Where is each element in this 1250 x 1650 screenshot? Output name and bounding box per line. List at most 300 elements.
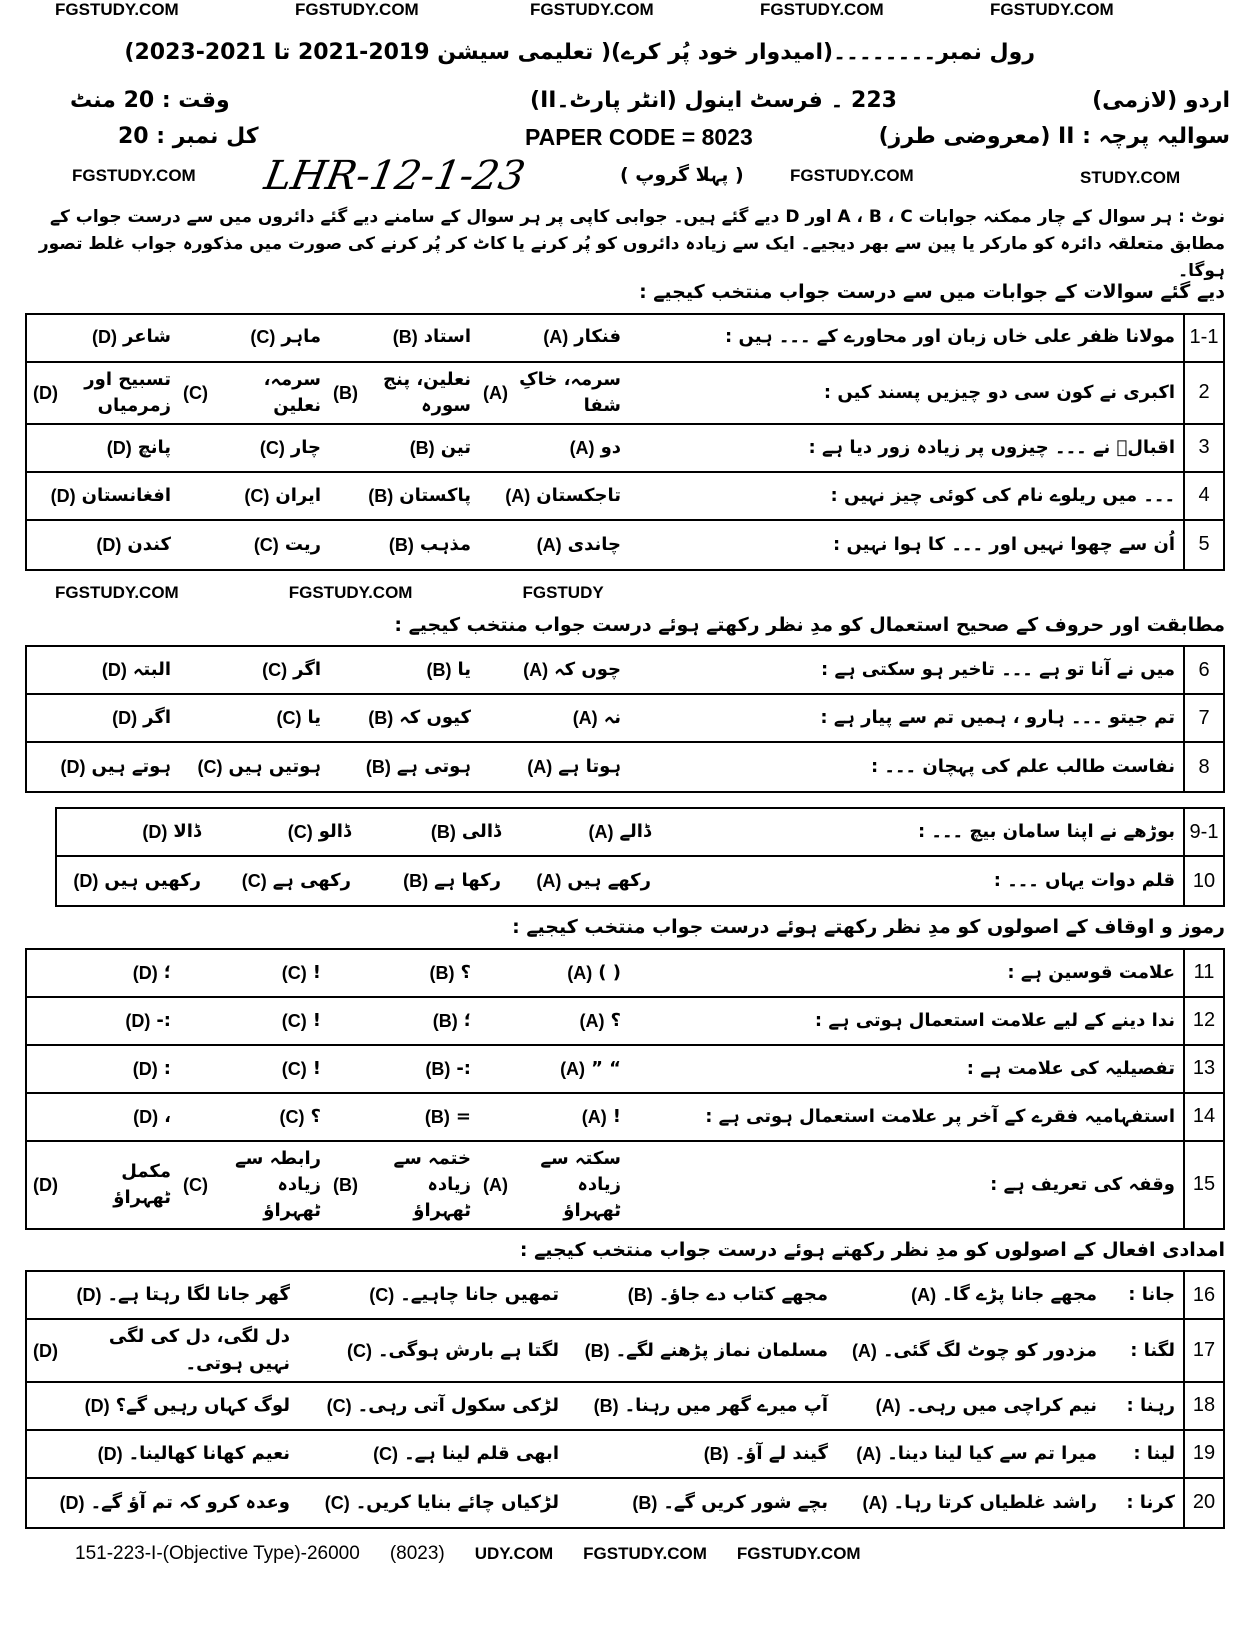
question-number: 7 xyxy=(1183,695,1223,741)
option-text: رکھی ہے xyxy=(272,870,351,892)
group: ( پہلا گروپ ) xyxy=(620,164,744,186)
option-a xyxy=(834,1320,1103,1380)
option-text: ؛ xyxy=(463,1009,471,1031)
option-text: دو xyxy=(600,436,621,458)
option-label: (C) xyxy=(369,1285,395,1306)
option-text: رابطہ سے زیادہ ٹھہراؤ xyxy=(235,1147,321,1221)
option-a xyxy=(834,1272,1103,1318)
option-d xyxy=(27,363,177,423)
option-c xyxy=(296,1431,565,1477)
option-d xyxy=(27,1142,177,1228)
option-c xyxy=(207,809,357,855)
option-d xyxy=(27,743,177,791)
option-text: ایران xyxy=(275,484,321,506)
option-text: چار xyxy=(290,436,321,458)
option-text: نعلین، پنج سورہ xyxy=(383,368,471,416)
option-label: (C) xyxy=(281,1058,307,1079)
option-text: تسبیح اور زمرمیاں xyxy=(84,368,171,416)
question-number: 16 xyxy=(1183,1272,1223,1318)
section-title: رموز و اوقاف کے اصولوں کو مدِ نظر رکھتے ہوئے درست جواب منتخب کیجیے : xyxy=(512,916,1225,939)
option-c xyxy=(177,521,327,569)
option-text: نعیم کھانا کھالینا۔ xyxy=(128,1442,290,1464)
watermark: FGSTUDY xyxy=(522,582,604,602)
option-a xyxy=(477,950,627,996)
option-d xyxy=(27,1479,296,1527)
option-text: ڈالے xyxy=(619,821,651,843)
option-a xyxy=(477,647,627,693)
option-text: لگتا ہے بارش ہوگی۔ xyxy=(377,1339,559,1361)
question-text: قلم دوات یہاں ۔۔۔ : xyxy=(993,870,1175,892)
option-c xyxy=(296,1272,565,1318)
option-text: “ ” xyxy=(591,1057,621,1079)
question-text: اکبری نے کون سی دو چیزیں پسند کیں : xyxy=(823,381,1175,403)
option-label: (C) xyxy=(253,534,279,555)
question-text: کرنا : xyxy=(1126,1491,1175,1513)
option-d xyxy=(27,950,177,996)
option-label: (D) xyxy=(125,1010,151,1031)
option-c xyxy=(177,425,327,471)
question-row xyxy=(27,315,1223,363)
question-text: تم جیتو ۔۔۔ ہارو ، ہمیں تم سے پیار ہے : xyxy=(820,707,1175,729)
option-label: (D) xyxy=(112,708,138,729)
option-label: (A) xyxy=(536,871,562,892)
option-d xyxy=(27,1320,296,1380)
option-b xyxy=(565,1479,834,1527)
option-label: (A) xyxy=(483,382,508,403)
option-label: (B) xyxy=(365,757,391,778)
question-text: علامت قوسین ہے : xyxy=(1007,961,1175,983)
option-label: (A) xyxy=(588,822,614,843)
option-text: لوگ کہاں رہیں گے؟ xyxy=(115,1394,290,1416)
option-text: اگر xyxy=(143,707,171,729)
question-number: 4 xyxy=(1183,473,1223,519)
option-b xyxy=(565,1320,834,1380)
option-label: (A) xyxy=(543,327,569,348)
option-b xyxy=(565,1272,834,1318)
option-text: مزدور کو چوٹ لگ گئی۔ xyxy=(882,1339,1097,1361)
option-text: ؛ xyxy=(163,961,171,983)
question-number: 8 xyxy=(1183,743,1223,791)
option-text: رکھیں ہیں xyxy=(104,870,201,892)
footer-paper: (8023) xyxy=(389,1542,445,1564)
question-row xyxy=(27,363,1223,425)
question-number: 10 xyxy=(1183,857,1223,905)
option-text: یا xyxy=(307,707,321,729)
footer-code: 151-223-I-(Objective Type)-26000 xyxy=(75,1542,360,1564)
option-text: نیم کراچی میں رہی۔ xyxy=(906,1394,1097,1416)
option-d xyxy=(27,315,177,361)
option-label: (B) xyxy=(368,708,394,729)
option-text: راشد غلطیاں کرتا رہا۔ xyxy=(893,1491,1097,1513)
option-label: (C) xyxy=(276,708,302,729)
option-b xyxy=(357,857,507,905)
roll-number-line: رول نمبر۔۔۔۔۔۔۔۔(امیدوار خود پُر کرے)( تعلیمی سیشن 2019-2021 تا 2021-2023) xyxy=(124,40,1035,65)
question-number: 11 xyxy=(1183,950,1223,996)
option-text: رکھا ہے xyxy=(434,870,501,892)
note-line: مطابق متعلقہ دائرہ کو مارکر یا پین سے بھر دیجیے۔ ایک سے زیادہ دائروں کو پُر کرنے یا کاٹ کر پُر کرنے کی صورت میں مذکورہ جواب غلط تصور ہوگا۔ xyxy=(38,234,1225,282)
question-number: 17 xyxy=(1183,1320,1223,1380)
option-label: (A) xyxy=(572,708,598,729)
question-row xyxy=(27,743,1223,791)
option-d xyxy=(27,647,177,693)
option-c xyxy=(177,950,327,996)
option-text: ہوتا ہے xyxy=(558,756,621,778)
question-text: بوڑھے نے اپنا سامان بیچ ۔۔۔ : xyxy=(917,821,1175,843)
option-label: (C) xyxy=(183,382,208,403)
option-label: (A) xyxy=(875,1395,901,1416)
watermark: FGSTUDY.COM xyxy=(790,166,914,185)
option-a xyxy=(507,809,657,855)
watermark: STUDY.COM xyxy=(1080,168,1181,187)
question-number: 14 xyxy=(1183,1094,1223,1140)
option-d xyxy=(57,857,207,905)
option-label: (B) xyxy=(430,822,456,843)
question-text: اُن سے چھوا نہیں اور ۔۔۔ کا ہوا نہیں : xyxy=(833,533,1175,555)
question-text: لگنا : xyxy=(1130,1339,1175,1361)
option-b xyxy=(327,647,477,693)
option-text: رکھے ہیں xyxy=(567,870,651,892)
option-c xyxy=(296,1320,565,1380)
option-d xyxy=(27,521,177,569)
watermark: FGSTUDY.COM xyxy=(760,0,884,19)
option-text: کیوں کہ xyxy=(399,707,471,729)
option-a xyxy=(834,1383,1103,1429)
option-text: پاکستان xyxy=(399,484,471,506)
option-text: = xyxy=(455,1105,471,1127)
option-a xyxy=(477,1094,627,1140)
option-d xyxy=(57,809,207,855)
option-c xyxy=(177,473,327,519)
option-label: (A) xyxy=(560,1058,586,1079)
option-text: کندن xyxy=(127,533,171,555)
option-text: البتہ xyxy=(132,659,171,681)
option-label: (A) xyxy=(856,1443,882,1464)
option-label: (C) xyxy=(259,437,285,458)
paper-code: PAPER CODE = 8023 xyxy=(525,124,753,150)
option-label: (D) xyxy=(101,660,127,681)
option-label: (D) xyxy=(59,1492,85,1513)
option-label: (D) xyxy=(33,1174,58,1195)
option-label: (A) xyxy=(505,485,531,506)
question-row xyxy=(27,950,1223,998)
option-label: (A) xyxy=(581,1106,607,1127)
option-c xyxy=(177,998,327,1044)
option-c xyxy=(207,857,357,905)
option-a xyxy=(477,1046,627,1092)
option-text: سرمہ، خاکِ شفا xyxy=(519,368,621,416)
option-label: (D) xyxy=(133,1106,159,1127)
option-label: (B) xyxy=(333,1174,358,1195)
option-a xyxy=(507,857,657,905)
section-title: دیے گئے سوالات کے جوابات میں سے درست جواب منتخب کیجیے : xyxy=(639,281,1225,303)
option-label: (A) xyxy=(536,534,562,555)
option-label: (B) xyxy=(593,1395,619,1416)
question-row xyxy=(27,1479,1223,1527)
question-row xyxy=(27,521,1223,569)
watermark: UDY.COM xyxy=(474,1543,554,1563)
option-label: (B) xyxy=(703,1443,729,1464)
question-row xyxy=(27,1431,1223,1479)
option-label: (C) xyxy=(250,327,276,348)
option-b xyxy=(327,1142,477,1228)
option-text: ماہر xyxy=(281,326,321,348)
option-text: پانچ xyxy=(137,436,171,458)
watermark: FGSTUDY.COM xyxy=(55,0,179,19)
option-text: آپ میرے گھر میں رہنا۔ xyxy=(624,1394,828,1416)
option-b xyxy=(327,315,477,361)
option-text: دل لگی، دل کی لگی نہیں ہوتی۔ xyxy=(108,1326,290,1374)
option-text: سرمہ، نعلین xyxy=(263,368,321,416)
option-text: ! xyxy=(312,1009,321,1031)
option-label: (A) xyxy=(483,1174,508,1195)
option-label: (A) xyxy=(579,1010,605,1031)
note-line: نوٹ : ہر سوال کے چار ممکنہ جوابات A ، B ، C اور D دیے گئے ہیں۔ جوابی کاپی پر ہر سوال کے سامنے دیے گئے دائروں میں سے درست جواب کے xyxy=(50,207,1225,227)
option-text: استاد xyxy=(423,326,471,348)
question-table xyxy=(25,645,1225,793)
option-c xyxy=(296,1383,565,1429)
option-d xyxy=(27,1272,296,1318)
question-table xyxy=(55,807,1225,907)
option-text: فنکار xyxy=(574,326,621,348)
option-label: (B) xyxy=(403,871,429,892)
option-a xyxy=(477,315,627,361)
option-label: (D) xyxy=(106,437,132,458)
option-label: (D) xyxy=(84,1395,110,1416)
option-label: (C) xyxy=(244,485,270,506)
option-label: (D) xyxy=(132,962,158,983)
watermark: FGSTUDY.COM xyxy=(583,1543,707,1563)
question-number: 18 xyxy=(1183,1383,1223,1429)
option-label: (B) xyxy=(432,1010,458,1031)
option-label: (C) xyxy=(373,1443,399,1464)
option-a xyxy=(477,473,627,519)
option-text: یا xyxy=(457,659,471,681)
option-d xyxy=(27,1094,177,1140)
option-a xyxy=(477,1142,627,1228)
question-number: 6 xyxy=(1183,647,1223,693)
option-label: (D) xyxy=(96,534,122,555)
option-text: لڑکی سکول آتی رہی۔ xyxy=(357,1394,559,1416)
question-number: 1-1 xyxy=(1183,315,1223,361)
option-text: ڈالی xyxy=(461,821,501,843)
watermark: FGSTUDY.COM xyxy=(55,582,179,602)
option-text: ہوتی ہے xyxy=(396,756,471,778)
option-text: لڑکیاں چائے بنایا کریں۔ xyxy=(355,1491,559,1513)
option-b xyxy=(327,473,477,519)
option-b xyxy=(357,809,507,855)
option-label: (B) xyxy=(429,962,455,983)
option-text: ہوتے ہیں xyxy=(91,756,171,778)
watermark: FGSTUDY.COM xyxy=(72,166,196,185)
question-text: اقبالؔ نے ۔۔۔ چیزوں پر زیادہ زور دیا ہے : xyxy=(808,436,1175,458)
option-text: اگر xyxy=(293,659,321,681)
option-label: (A) xyxy=(862,1492,888,1513)
option-a xyxy=(477,743,627,791)
option-text: نہ xyxy=(603,707,621,729)
watermark-row xyxy=(25,577,1225,605)
question-text: مولانا ظفر علی خاں زبان اور محاورے کے ۔۔۔ ہیں : xyxy=(725,326,1175,348)
option-text: مکمل ٹھہراؤ xyxy=(113,1160,171,1208)
option-d xyxy=(27,1046,177,1092)
option-text: چاندی xyxy=(567,533,621,555)
time: وقت : 20 منٹ xyxy=(70,88,230,113)
option-text: تمھیں جانا چاہیے۔ xyxy=(400,1284,559,1306)
option-text: ؟ xyxy=(310,1105,321,1127)
option-label: (B) xyxy=(409,437,435,458)
exam-title: 223 ۔ فرسٹ اینول (انٹر پارٹ۔II) xyxy=(530,88,897,113)
option-text: ہوتیں ہیں xyxy=(228,756,321,778)
option-text: تاجکستان xyxy=(536,484,621,506)
option-a xyxy=(477,998,627,1044)
option-b xyxy=(327,363,477,423)
option-label: (D) xyxy=(142,822,168,843)
option-c xyxy=(177,1046,327,1092)
option-c xyxy=(177,743,327,791)
option-label: (C) xyxy=(241,871,267,892)
option-label: (A) xyxy=(569,437,595,458)
option-text: ( ) xyxy=(598,961,621,983)
option-text: میرا تم سے کیا لینا دینا۔ xyxy=(887,1442,1097,1464)
option-b xyxy=(565,1383,834,1429)
question-text: استفہامیہ فقرے کے آخر پر علامت استعمال ہوتی ہے : xyxy=(705,1105,1175,1127)
question-text: نفاست طالب علم کی پہچان ۔۔۔ : xyxy=(870,756,1175,778)
option-b xyxy=(327,425,477,471)
option-c xyxy=(177,647,327,693)
paper-type: سوالیہ پرچہ : II (معروضی طرز) xyxy=(878,124,1230,149)
option-label: (C) xyxy=(324,1492,350,1513)
question-text: ندا دینے کے لیے علامت استعمال ہوتی ہے : xyxy=(814,1009,1175,1031)
option-text: بچے شور کریں گے۔ xyxy=(663,1491,828,1513)
question-row xyxy=(27,1383,1223,1431)
question-number: 13 xyxy=(1183,1046,1223,1092)
option-text: ! xyxy=(312,1057,321,1079)
option-text: ، xyxy=(164,1105,171,1127)
option-c xyxy=(177,315,327,361)
option-text: مسلمان نماز پڑھنے لگے۔ xyxy=(615,1339,828,1361)
option-label: (A) xyxy=(527,757,553,778)
question-table xyxy=(25,1270,1225,1528)
watermark: FGSTUDY.COM xyxy=(530,0,654,19)
option-b xyxy=(327,950,477,996)
option-text: مذہب xyxy=(419,533,471,555)
question-number: 20 xyxy=(1183,1479,1223,1527)
watermark: FGSTUDY.COM xyxy=(295,0,419,19)
option-text: ابھی قلم لینا ہے۔ xyxy=(404,1442,559,1464)
question-row xyxy=(27,1272,1223,1320)
option-text: : xyxy=(163,1057,171,1079)
option-label: (B) xyxy=(584,1340,610,1361)
option-label: (C) xyxy=(281,962,307,983)
option-d xyxy=(27,473,177,519)
option-text: ! xyxy=(312,961,321,983)
option-a xyxy=(834,1431,1103,1477)
question-text: ۔۔۔ میں ریلوے نام کی کوئی چیز نہیں : xyxy=(830,484,1175,506)
option-a xyxy=(477,521,627,569)
option-label: (D) xyxy=(33,382,58,403)
option-text: شاعر xyxy=(123,326,171,348)
option-label: (C) xyxy=(279,1106,305,1127)
option-a xyxy=(477,363,627,423)
option-label: (A) xyxy=(567,962,593,983)
option-a xyxy=(834,1479,1103,1527)
option-label: (B) xyxy=(627,1285,653,1306)
option-label: (D) xyxy=(97,1443,123,1464)
option-label: (C) xyxy=(262,660,288,681)
option-label: (A) xyxy=(851,1340,877,1361)
question-text: رہنا : xyxy=(1126,1394,1175,1416)
option-b xyxy=(327,1046,477,1092)
option-label: (C) xyxy=(183,1174,208,1195)
option-d xyxy=(27,1431,296,1477)
option-text: تین xyxy=(440,436,471,458)
option-text: افغانستان xyxy=(81,484,171,506)
option-text: ختمہ سے زیادہ ٹھہراؤ xyxy=(393,1147,471,1221)
option-text: ریت xyxy=(284,533,321,555)
option-b xyxy=(327,521,477,569)
option-text: ! xyxy=(612,1105,621,1127)
question-number: 15 xyxy=(1183,1142,1223,1228)
question-text: جانا : xyxy=(1128,1284,1175,1306)
option-label: (D) xyxy=(132,1058,158,1079)
option-label: (D) xyxy=(50,485,76,506)
option-label: (B) xyxy=(424,1106,450,1127)
option-text: ڈالو xyxy=(318,821,351,843)
option-label: (B) xyxy=(632,1492,658,1513)
question-text: میں نے آنا تو ہے ۔۔۔ تاخیر ہو سکتی ہے : xyxy=(820,659,1175,681)
total-marks: کل نمبر : 20 xyxy=(118,124,259,149)
option-text: گیند لے آؤ۔ xyxy=(734,1442,828,1464)
option-a xyxy=(477,425,627,471)
option-label: (B) xyxy=(388,534,414,555)
watermark: FGSTUDY.COM xyxy=(288,582,413,602)
option-text: مجھے کتاب دے جاؤ۔ xyxy=(658,1284,828,1306)
option-label: (B) xyxy=(333,382,358,403)
watermark: FGSTUDY.COM xyxy=(990,0,1114,19)
section-title: امدادی افعال کے اصولوں کو مدِ نظر رکھتے ہوئے درست جواب منتخب کیجیے : xyxy=(519,1238,1225,1261)
option-text: وعدہ کرو کہ تم آؤ گے۔ xyxy=(90,1491,290,1513)
option-a xyxy=(477,695,627,741)
option-text: :- xyxy=(456,1057,471,1079)
question-row xyxy=(27,998,1223,1046)
option-label: (B) xyxy=(392,327,418,348)
footer xyxy=(25,1543,1225,1565)
option-label: (C) xyxy=(287,822,313,843)
question-number: 2 xyxy=(1183,363,1223,423)
question-row xyxy=(27,1320,1223,1382)
option-label: (B) xyxy=(425,1058,451,1079)
option-label: (D) xyxy=(76,1285,102,1306)
question-row xyxy=(27,1094,1223,1142)
option-label: (C) xyxy=(346,1340,372,1361)
option-c xyxy=(177,695,327,741)
option-label: (B) xyxy=(368,485,394,506)
option-label: (C) xyxy=(197,757,223,778)
option-b xyxy=(327,1094,477,1140)
option-label: (D) xyxy=(33,1340,58,1361)
option-label: (C) xyxy=(326,1395,352,1416)
option-text: ڈالا xyxy=(173,821,201,843)
option-text: سکتہ سے زیادہ ٹھہراؤ xyxy=(540,1147,621,1221)
option-label: (B) xyxy=(426,660,452,681)
question-number: 3 xyxy=(1183,425,1223,471)
question-text: لینا : xyxy=(1133,1442,1175,1464)
option-c xyxy=(177,1142,327,1228)
question-text: وقفہ کی تعریف ہے : xyxy=(990,1173,1175,1195)
option-d xyxy=(27,1383,296,1429)
option-c xyxy=(177,363,327,423)
option-text: :- xyxy=(156,1009,171,1031)
option-b xyxy=(327,743,477,791)
